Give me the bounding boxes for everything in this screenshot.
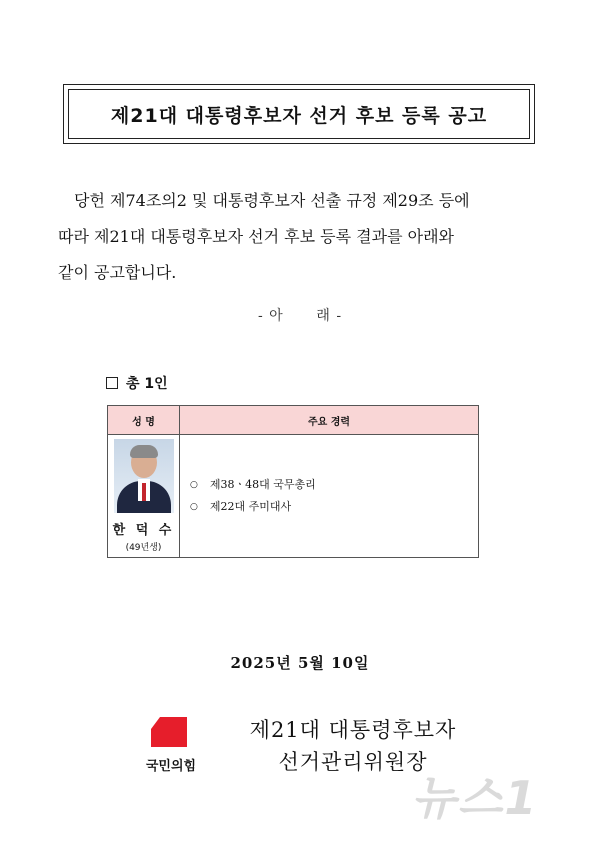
party-logo-text: 국민의힘 [145, 759, 197, 774]
candidate-table [107, 405, 479, 558]
table-row [108, 435, 479, 558]
candidate-photo [114, 439, 174, 513]
circle-bullet-icon: ○ [190, 480, 198, 490]
party-logo-icon [151, 717, 187, 747]
career-cell [180, 435, 479, 558]
body-line-1: 당헌 제74조의2 및 대통령후보자 선출 규정 제29조 등에 [74, 191, 470, 210]
issuer-line-1: 제21대 대통령후보자 [249, 718, 457, 742]
candidate-birth: (49년생) [125, 543, 162, 553]
candidate-cell [108, 435, 180, 558]
career-item [190, 496, 477, 518]
announcement-body [58, 183, 548, 291]
header-name: 성 명 [108, 406, 180, 435]
document-title: 제21대 대통령후보자 선거 후보 등록 공고 [68, 89, 530, 139]
circle-bullet-icon: ○ [190, 502, 198, 512]
section-heading [0, 305, 600, 325]
checkbox-icon [106, 377, 118, 389]
issuer-line-2: 선거관리위원장 [278, 750, 428, 774]
title-box [63, 84, 535, 144]
body-line-3: 같이 공고합니다. [58, 263, 177, 282]
party-logo [135, 717, 207, 779]
total-count-label: 총 1인 [126, 376, 168, 392]
total-count [106, 373, 168, 393]
header-career: 주요 경력 [180, 406, 479, 435]
career-text: 제22대 주미대사 [209, 500, 292, 513]
section-heading-text: - 아 래 - [257, 308, 343, 324]
body-line-2: 따라 제21대 대통령후보자 선거 후보 등록 결과를 아래와 [58, 227, 454, 246]
announcement-date: 2025년 5월 10일 [230, 654, 370, 672]
career-item [190, 474, 477, 496]
career-text: 제38ㆍ48대 국무총리 [209, 478, 316, 491]
news-watermark: 뉴스1 [411, 771, 539, 825]
table-header-row [108, 406, 479, 435]
candidate-name: 한 덕 수 [112, 523, 175, 538]
